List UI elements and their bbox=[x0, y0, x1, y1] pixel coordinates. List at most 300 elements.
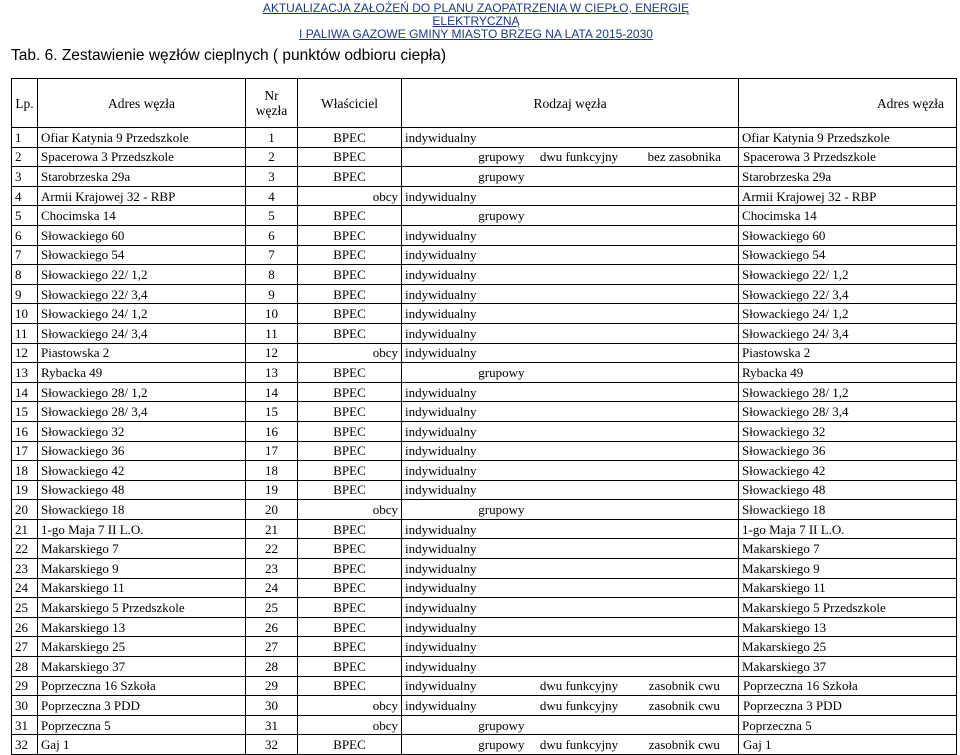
cell-dwu-funkcyjny: dwu funkcyjny bbox=[528, 735, 631, 755]
cell-wlasciciel: BPEC bbox=[298, 461, 402, 481]
cell-adres-2: Słowackiego 28/ 3,4 bbox=[739, 402, 957, 422]
cell-nr: 25 bbox=[246, 598, 298, 618]
cell-nr: 12 bbox=[246, 343, 298, 363]
cell-dwu-funkcyjny bbox=[528, 128, 631, 148]
cell-zasobnik bbox=[631, 441, 739, 461]
cell-adres: Armii Krajowej 32 - RBP bbox=[38, 186, 246, 206]
cell-wlasciciel: BPEC bbox=[298, 128, 402, 148]
cell-adres-2: Słowackiego 22/ 1,2 bbox=[739, 265, 957, 285]
cell-rodzaj: indywidualny bbox=[402, 382, 528, 402]
cell-adres: Słowackiego 36 bbox=[38, 441, 246, 461]
cell-rodzaj: indywidualny bbox=[402, 559, 528, 579]
cell-nr: 2 bbox=[246, 147, 298, 167]
cell-adres-2: Makarskiego 25 bbox=[739, 637, 957, 657]
cell-dwu-funkcyjny bbox=[528, 402, 631, 422]
table-body bbox=[12, 128, 957, 755]
cell-zasobnik bbox=[631, 225, 739, 245]
cell-nr: 26 bbox=[246, 617, 298, 637]
cell-adres: Makarskiego 13 bbox=[38, 617, 246, 637]
cell-adres-2: Słowackiego 18 bbox=[739, 500, 957, 520]
cell-nr: 13 bbox=[246, 363, 298, 383]
cell-nr: 3 bbox=[246, 167, 298, 187]
cell-zasobnik bbox=[631, 519, 739, 539]
col-header-nr: Nr węzła bbox=[246, 79, 298, 128]
table-row bbox=[12, 206, 957, 226]
cell-adres-2: 1-go Maja 7 II L.O. bbox=[739, 519, 957, 539]
cell-adres: Słowackiego 32 bbox=[38, 421, 246, 441]
cell-adres: Słowackiego 24/ 3,4 bbox=[38, 323, 246, 343]
cell-zasobnik bbox=[631, 617, 739, 637]
cell-adres: Poprzeczna 3 PDD bbox=[38, 696, 246, 716]
cell-lp: 17 bbox=[12, 441, 38, 461]
cell-rodzaj: indywidualny bbox=[402, 657, 528, 677]
cell-wlasciciel: BPEC bbox=[298, 265, 402, 285]
cell-rodzaj: grupowy bbox=[402, 363, 528, 383]
cell-adres-2: Słowackiego 42 bbox=[739, 461, 957, 481]
cell-zasobnik bbox=[631, 167, 739, 187]
cell-lp: 21 bbox=[12, 519, 38, 539]
cell-wlasciciel: BPEC bbox=[298, 225, 402, 245]
table-row bbox=[12, 363, 957, 383]
cell-zasobnik bbox=[631, 323, 739, 343]
cell-wlasciciel: BPEC bbox=[298, 559, 402, 579]
cell-wlasciciel: BPEC bbox=[298, 539, 402, 559]
table-row bbox=[12, 657, 957, 677]
cell-lp: 24 bbox=[12, 578, 38, 598]
cell-wlasciciel: BPEC bbox=[298, 441, 402, 461]
cell-adres-2: Słowackiego 36 bbox=[739, 441, 957, 461]
cell-nr: 7 bbox=[246, 245, 298, 265]
cell-dwu-funkcyjny bbox=[528, 382, 631, 402]
cell-zasobnik: zasobnik cwu bbox=[631, 735, 739, 755]
cell-wlasciciel: BPEC bbox=[298, 657, 402, 677]
cell-rodzaj: indywidualny bbox=[402, 128, 528, 148]
cell-zasobnik bbox=[631, 559, 739, 579]
cell-lp: 2 bbox=[12, 147, 38, 167]
cell-rodzaj: indywidualny bbox=[402, 186, 528, 206]
cell-adres-2: Makarskiego 9 bbox=[739, 559, 957, 579]
cell-dwu-funkcyjny bbox=[528, 186, 631, 206]
cell-lp: 28 bbox=[12, 657, 38, 677]
cell-adres: Makarskiego 9 bbox=[38, 559, 246, 579]
cell-rodzaj: indywidualny bbox=[402, 304, 528, 324]
cell-nr: 24 bbox=[246, 578, 298, 598]
cell-rodzaj: indywidualny bbox=[402, 265, 528, 285]
cell-nr: 20 bbox=[246, 500, 298, 520]
cell-lp: 12 bbox=[12, 343, 38, 363]
cell-lp: 22 bbox=[12, 539, 38, 559]
cell-adres-2: Armii Krajowej 32 - RBP bbox=[739, 186, 957, 206]
cell-wlasciciel: BPEC bbox=[298, 480, 402, 500]
cell-nr: 28 bbox=[246, 657, 298, 677]
cell-lp: 16 bbox=[12, 421, 38, 441]
cell-zasobnik bbox=[631, 363, 739, 383]
table-row bbox=[12, 186, 957, 206]
cell-nr: 9 bbox=[246, 284, 298, 304]
cell-lp: 32 bbox=[12, 735, 38, 755]
cell-lp: 14 bbox=[12, 382, 38, 402]
cell-adres: Makarskiego 25 bbox=[38, 637, 246, 657]
cell-lp: 23 bbox=[12, 559, 38, 579]
cell-nr: 29 bbox=[246, 676, 298, 696]
cell-rodzaj: indywidualny bbox=[402, 696, 528, 716]
cell-adres: Słowackiego 22/ 1,2 bbox=[38, 265, 246, 285]
cell-zasobnik bbox=[631, 128, 739, 148]
cell-rodzaj: indywidualny bbox=[402, 676, 528, 696]
cell-zasobnik bbox=[631, 284, 739, 304]
table-row bbox=[12, 284, 957, 304]
cell-dwu-funkcyjny bbox=[528, 519, 631, 539]
cell-zasobnik bbox=[631, 637, 739, 657]
cell-wlasciciel: BPEC bbox=[298, 245, 402, 265]
cell-zasobnik bbox=[631, 539, 739, 559]
cell-nr: 5 bbox=[246, 206, 298, 226]
table-row bbox=[12, 128, 957, 148]
table-row bbox=[12, 539, 957, 559]
cell-wlasciciel: BPEC bbox=[298, 519, 402, 539]
cell-adres: Słowackiego 28/ 1,2 bbox=[38, 382, 246, 402]
cell-adres-2: Poprzeczna 3 PDD bbox=[739, 696, 957, 716]
cell-dwu-funkcyjny bbox=[528, 657, 631, 677]
cell-nr: 10 bbox=[246, 304, 298, 324]
table-row bbox=[12, 167, 957, 187]
cell-dwu-funkcyjny bbox=[528, 265, 631, 285]
cell-rodzaj: indywidualny bbox=[402, 519, 528, 539]
cell-adres: Makarskiego 37 bbox=[38, 657, 246, 677]
cell-wlasciciel: BPEC bbox=[298, 421, 402, 441]
cell-dwu-funkcyjny bbox=[528, 578, 631, 598]
cell-adres-2: Poprzeczna 5 bbox=[739, 715, 957, 735]
cell-adres: Makarskiego 7 bbox=[38, 539, 246, 559]
table-row bbox=[12, 343, 957, 363]
table-title: Tab. 6. Zestawienie węzłów cieplnych ( punktów odbioru ciepła) bbox=[11, 47, 447, 64]
cell-zasobnik bbox=[631, 245, 739, 265]
cell-zasobnik bbox=[631, 500, 739, 520]
table-row bbox=[12, 696, 957, 716]
table-row bbox=[12, 676, 957, 696]
cell-adres: Piastowska 2 bbox=[38, 343, 246, 363]
cell-wlasciciel: BPEC bbox=[298, 676, 402, 696]
table-row bbox=[12, 617, 957, 637]
cell-lp: 10 bbox=[12, 304, 38, 324]
cell-adres-2: Rybacka 49 bbox=[739, 363, 957, 383]
col-header-adres: Adres węzła bbox=[38, 79, 246, 128]
table-row bbox=[12, 559, 957, 579]
cell-nr: 4 bbox=[246, 186, 298, 206]
cell-nr: 1 bbox=[246, 128, 298, 148]
table-row bbox=[12, 265, 957, 285]
cell-rodzaj: grupowy bbox=[402, 500, 528, 520]
cell-lp: 9 bbox=[12, 284, 38, 304]
cell-dwu-funkcyjny: dwu funkcyjny bbox=[528, 676, 631, 696]
cell-rodzaj: grupowy bbox=[402, 206, 528, 226]
cell-rodzaj: grupowy bbox=[402, 147, 528, 167]
cell-wlasciciel: obcy bbox=[298, 500, 402, 520]
table-row bbox=[12, 519, 957, 539]
cell-rodzaj: indywidualny bbox=[402, 461, 528, 481]
cell-nr: 22 bbox=[246, 539, 298, 559]
cell-adres-2: Makarskiego 13 bbox=[739, 617, 957, 637]
cell-zasobnik bbox=[631, 265, 739, 285]
cell-adres: Chocimska 14 bbox=[38, 206, 246, 226]
cell-nr: 6 bbox=[246, 225, 298, 245]
cell-lp: 6 bbox=[12, 225, 38, 245]
cell-lp: 26 bbox=[12, 617, 38, 637]
table-row bbox=[12, 421, 957, 441]
cell-rodzaj: indywidualny bbox=[402, 245, 528, 265]
cell-adres: Starobrzeska 29a bbox=[38, 167, 246, 187]
cell-lp: 25 bbox=[12, 598, 38, 618]
cell-adres: Gaj 1 bbox=[38, 735, 246, 755]
cell-zasobnik bbox=[631, 480, 739, 500]
cell-lp: 31 bbox=[12, 715, 38, 735]
cell-rodzaj: indywidualny bbox=[402, 480, 528, 500]
cell-adres-2: Makarskiego 11 bbox=[739, 578, 957, 598]
cell-wlasciciel: BPEC bbox=[298, 363, 402, 383]
cell-zasobnik bbox=[631, 206, 739, 226]
cell-dwu-funkcyjny bbox=[528, 304, 631, 324]
cell-lp: 13 bbox=[12, 363, 38, 383]
cell-dwu-funkcyjny bbox=[528, 284, 631, 304]
table-row bbox=[12, 461, 957, 481]
cell-lp: 18 bbox=[12, 461, 38, 481]
cell-adres-2: Poprzeczna 16 Szkoła bbox=[739, 676, 957, 696]
col-header-lp: Lp. bbox=[12, 79, 38, 128]
cell-rodzaj: grupowy bbox=[402, 167, 528, 187]
table-row bbox=[12, 735, 957, 755]
cell-adres-2: Starobrzeska 29a bbox=[739, 167, 957, 187]
cell-dwu-funkcyjny bbox=[528, 539, 631, 559]
cell-dwu-funkcyjny bbox=[528, 480, 631, 500]
cell-rodzaj: indywidualny bbox=[402, 617, 528, 637]
table-row bbox=[12, 441, 957, 461]
cell-adres-2: Słowackiego 48 bbox=[739, 480, 957, 500]
table-row bbox=[12, 637, 957, 657]
cell-lp: 3 bbox=[12, 167, 38, 187]
table-header-row bbox=[12, 79, 957, 128]
cell-adres: Makarskiego 11 bbox=[38, 578, 246, 598]
cell-adres-2: Słowackiego 22/ 3,4 bbox=[739, 284, 957, 304]
cell-zasobnik bbox=[631, 715, 739, 735]
cell-zasobnik bbox=[631, 461, 739, 481]
cell-rodzaj: indywidualny bbox=[402, 441, 528, 461]
cell-nr: 18 bbox=[246, 461, 298, 481]
cell-adres-2: Makarskiego 7 bbox=[739, 539, 957, 559]
cell-zasobnik bbox=[631, 657, 739, 677]
cell-zasobnik: zasobnik cwu bbox=[631, 696, 739, 716]
cell-adres-2: Piastowska 2 bbox=[739, 343, 957, 363]
cell-adres: Poprzeczna 5 bbox=[38, 715, 246, 735]
cell-dwu-funkcyjny bbox=[528, 461, 631, 481]
cell-adres-2: Chocimska 14 bbox=[739, 206, 957, 226]
cell-dwu-funkcyjny bbox=[528, 715, 631, 735]
table-row bbox=[12, 147, 957, 167]
cell-dwu-funkcyjny bbox=[528, 441, 631, 461]
col-header-adres-2: Adres węzła bbox=[739, 79, 957, 128]
cell-lp: 1 bbox=[12, 128, 38, 148]
cell-adres-2: Makarskiego 37 bbox=[739, 657, 957, 677]
cell-dwu-funkcyjny: dwu funkcyjny bbox=[528, 147, 631, 167]
cell-wlasciciel: obcy bbox=[298, 186, 402, 206]
cell-wlasciciel: obcy bbox=[298, 696, 402, 716]
cell-rodzaj: indywidualny bbox=[402, 598, 528, 618]
cell-adres: 1-go Maja 7 II L.O. bbox=[38, 519, 246, 539]
cell-wlasciciel: obcy bbox=[298, 343, 402, 363]
cell-nr: 17 bbox=[246, 441, 298, 461]
table-row bbox=[12, 578, 957, 598]
cell-wlasciciel: BPEC bbox=[298, 402, 402, 422]
cell-nr: 30 bbox=[246, 696, 298, 716]
cell-adres-2: Słowackiego 32 bbox=[739, 421, 957, 441]
cell-dwu-funkcyjny bbox=[528, 559, 631, 579]
cell-dwu-funkcyjny bbox=[528, 245, 631, 265]
cell-wlasciciel: BPEC bbox=[298, 167, 402, 187]
cell-nr: 16 bbox=[246, 421, 298, 441]
cell-rodzaj: indywidualny bbox=[402, 637, 528, 657]
cell-adres: Słowackiego 18 bbox=[38, 500, 246, 520]
table-row bbox=[12, 402, 957, 422]
cell-lp: 15 bbox=[12, 402, 38, 422]
cell-lp: 20 bbox=[12, 500, 38, 520]
document-header bbox=[246, 2, 706, 41]
cell-lp: 11 bbox=[12, 323, 38, 343]
cell-rodzaj: indywidualny bbox=[402, 225, 528, 245]
cell-wlasciciel: BPEC bbox=[298, 735, 402, 755]
cell-adres: Słowackiego 42 bbox=[38, 461, 246, 481]
cell-wlasciciel: obcy bbox=[298, 715, 402, 735]
cell-lp: 4 bbox=[12, 186, 38, 206]
cell-lp: 7 bbox=[12, 245, 38, 265]
cell-lp: 27 bbox=[12, 637, 38, 657]
cell-dwu-funkcyjny bbox=[528, 500, 631, 520]
cell-dwu-funkcyjny bbox=[528, 167, 631, 187]
cell-wlasciciel: BPEC bbox=[298, 323, 402, 343]
cell-zasobnik bbox=[631, 382, 739, 402]
cell-zasobnik bbox=[631, 304, 739, 324]
cell-adres: Rybacka 49 bbox=[38, 363, 246, 383]
cell-dwu-funkcyjny bbox=[528, 206, 631, 226]
cell-wlasciciel: BPEC bbox=[298, 284, 402, 304]
cell-dwu-funkcyjny bbox=[528, 637, 631, 657]
cell-lp: 8 bbox=[12, 265, 38, 285]
cell-wlasciciel: BPEC bbox=[298, 147, 402, 167]
cell-rodzaj: indywidualny bbox=[402, 402, 528, 422]
table-row bbox=[12, 382, 957, 402]
cell-adres: Słowackiego 48 bbox=[38, 480, 246, 500]
cell-dwu-funkcyjny bbox=[528, 225, 631, 245]
cell-zasobnik bbox=[631, 402, 739, 422]
cell-wlasciciel: BPEC bbox=[298, 382, 402, 402]
cell-zasobnik bbox=[631, 578, 739, 598]
cell-dwu-funkcyjny bbox=[528, 617, 631, 637]
cell-rodzaj: grupowy bbox=[402, 715, 528, 735]
cell-lp: 19 bbox=[12, 480, 38, 500]
cell-nr: 19 bbox=[246, 480, 298, 500]
cell-rodzaj: indywidualny bbox=[402, 578, 528, 598]
header-line-1: AKTUALIZACJA ZAŁOŻEŃ DO PLANU ZAOPATRZENIA W CIEPŁO, ENERGIĘ ELEKTRYCZNĄ bbox=[262, 1, 690, 28]
cell-dwu-funkcyjny bbox=[528, 343, 631, 363]
cell-nr: 14 bbox=[246, 382, 298, 402]
cell-adres-2: Makarskiego 5 Przedszkole bbox=[739, 598, 957, 618]
cell-adres-2: Słowackiego 54 bbox=[739, 245, 957, 265]
cell-adres: Słowackiego 28/ 3,4 bbox=[38, 402, 246, 422]
cell-dwu-funkcyjny bbox=[528, 598, 631, 618]
cell-adres-2: Ofiar Katynia 9 Przedszkole bbox=[739, 128, 957, 148]
cell-wlasciciel: BPEC bbox=[298, 578, 402, 598]
cell-rodzaj: indywidualny bbox=[402, 284, 528, 304]
cell-nr: 11 bbox=[246, 323, 298, 343]
cell-lp: 30 bbox=[12, 696, 38, 716]
cell-adres-2: Słowackiego 24/ 3,4 bbox=[739, 323, 957, 343]
cell-dwu-funkcyjny bbox=[528, 421, 631, 441]
cell-zasobnik bbox=[631, 421, 739, 441]
table-row bbox=[12, 480, 957, 500]
cell-wlasciciel: BPEC bbox=[298, 598, 402, 618]
table-row bbox=[12, 598, 957, 618]
nodes-table bbox=[11, 78, 957, 755]
table-row bbox=[12, 323, 957, 343]
cell-adres-2: Spacerowa 3 Przedszkole bbox=[739, 147, 957, 167]
cell-adres: Słowackiego 22/ 3,4 bbox=[38, 284, 246, 304]
table-row bbox=[12, 304, 957, 324]
cell-rodzaj: indywidualny bbox=[402, 539, 528, 559]
cell-wlasciciel: BPEC bbox=[298, 206, 402, 226]
cell-zasobnik: zasobnik cwu bbox=[631, 676, 739, 696]
cell-rodzaj: indywidualny bbox=[402, 343, 528, 363]
cell-lp: 5 bbox=[12, 206, 38, 226]
cell-adres: Ofiar Katynia 9 Przedszkole bbox=[38, 128, 246, 148]
table-row bbox=[12, 500, 957, 520]
col-header-rodzaj: Rodzaj węzła bbox=[402, 79, 739, 128]
cell-lp: 29 bbox=[12, 676, 38, 696]
col-header-wlasciciel: Właściciel bbox=[298, 79, 402, 128]
cell-adres: Poprzeczna 16 Szkoła bbox=[38, 676, 246, 696]
cell-dwu-funkcyjny bbox=[528, 363, 631, 383]
cell-adres: Spacerowa 3 Przedszkole bbox=[38, 147, 246, 167]
cell-wlasciciel: BPEC bbox=[298, 617, 402, 637]
cell-wlasciciel: BPEC bbox=[298, 304, 402, 324]
cell-rodzaj: grupowy bbox=[402, 735, 528, 755]
cell-dwu-funkcyjny: dwu funkcyjny bbox=[528, 696, 631, 716]
table-row bbox=[12, 715, 957, 735]
cell-wlasciciel: BPEC bbox=[298, 637, 402, 657]
cell-zasobnik bbox=[631, 598, 739, 618]
cell-dwu-funkcyjny bbox=[528, 323, 631, 343]
cell-adres-2: Słowackiego 28/ 1,2 bbox=[739, 382, 957, 402]
header-line-2: I PALIWA GAZOWE GMINY MIASTO BRZEG NA LATA 2015-2030 bbox=[299, 27, 653, 41]
cell-nr: 27 bbox=[246, 637, 298, 657]
cell-adres-2: Gaj 1 bbox=[739, 735, 957, 755]
cell-nr: 21 bbox=[246, 519, 298, 539]
cell-nr: 23 bbox=[246, 559, 298, 579]
cell-rodzaj: indywidualny bbox=[402, 323, 528, 343]
cell-zasobnik: bez zasobnika bbox=[631, 147, 739, 167]
cell-adres: Słowackiego 54 bbox=[38, 245, 246, 265]
cell-nr: 32 bbox=[246, 735, 298, 755]
cell-adres: Słowackiego 60 bbox=[38, 225, 246, 245]
cell-zasobnik bbox=[631, 343, 739, 363]
cell-adres: Słowackiego 24/ 1,2 bbox=[38, 304, 246, 324]
cell-adres: Makarskiego 5 Przedszkole bbox=[38, 598, 246, 618]
cell-nr: 15 bbox=[246, 402, 298, 422]
cell-nr: 31 bbox=[246, 715, 298, 735]
cell-rodzaj: indywidualny bbox=[402, 421, 528, 441]
cell-adres-2: Słowackiego 60 bbox=[739, 225, 957, 245]
cell-zasobnik bbox=[631, 186, 739, 206]
table-row bbox=[12, 225, 957, 245]
table-row bbox=[12, 245, 957, 265]
cell-nr: 8 bbox=[246, 265, 298, 285]
